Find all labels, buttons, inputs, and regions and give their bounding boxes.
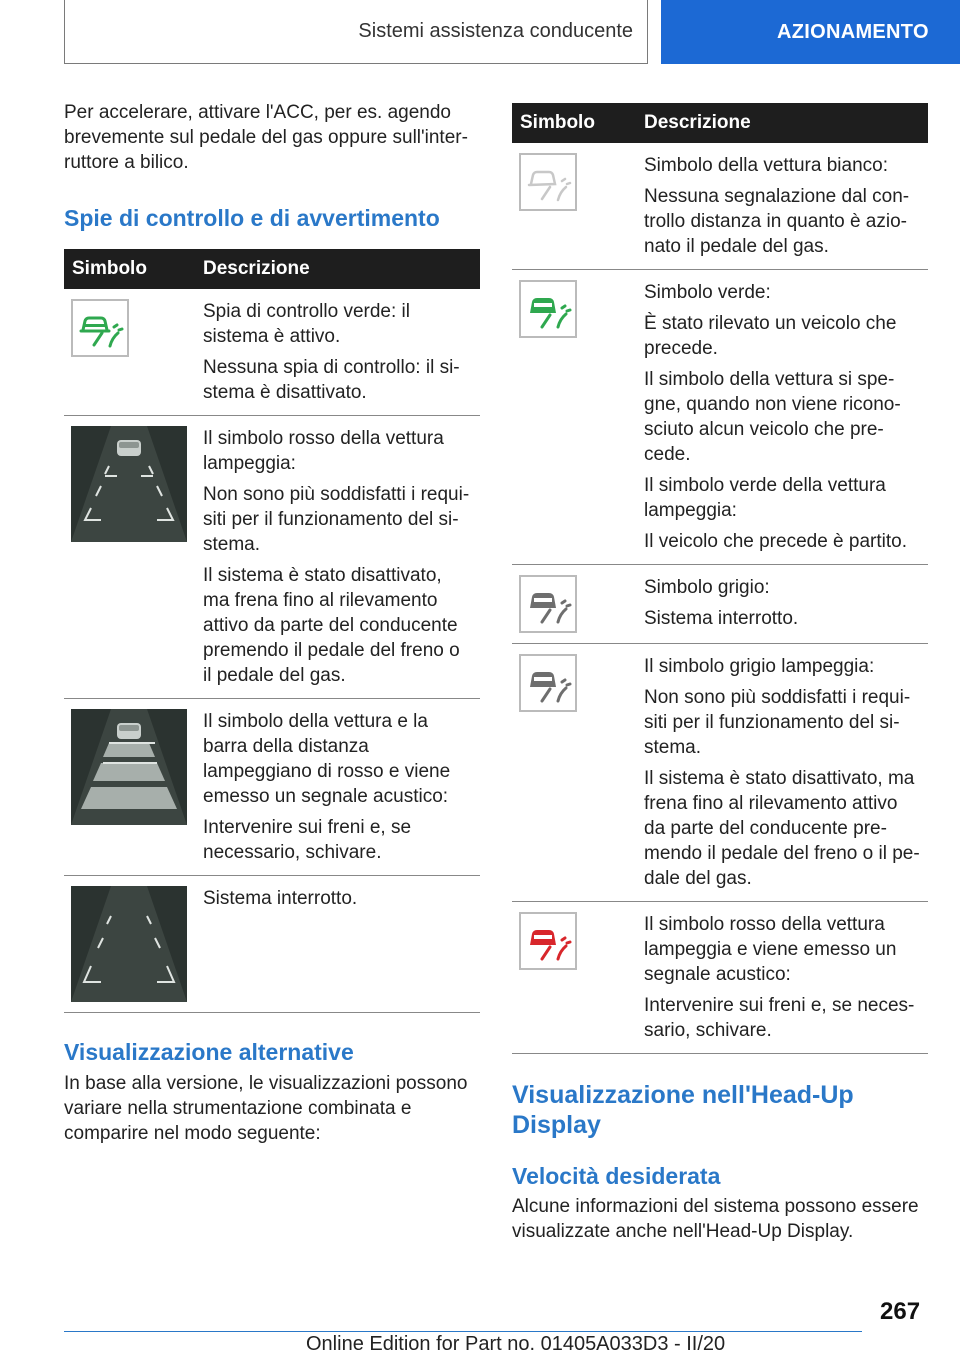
table-row xyxy=(512,270,928,565)
row-desc-line: Simbolo verde: xyxy=(644,282,771,303)
row-desc-line: Il simbolo verde della vettura lampeggia: xyxy=(644,475,886,521)
col-header-symbol: Simbolo xyxy=(512,103,636,143)
header-chapter-tab xyxy=(661,0,960,64)
table-row xyxy=(512,565,928,644)
table-row xyxy=(64,416,480,699)
row-desc-line: Simbolo della vettura bianco: xyxy=(644,155,888,176)
table-row xyxy=(512,902,928,1054)
heading-alternative-displays: Visualizzazione alternative xyxy=(64,1039,354,1065)
row-desc-line: Il simbolo della vettura e la barra della distanza lampeggiano di rosso e viene emesso un segnale acustico: xyxy=(203,711,451,807)
table-row xyxy=(512,143,928,270)
heading-desired-speed: Velocità desiderata xyxy=(512,1163,721,1189)
row-desc-line: Il veicolo che precede è partito. xyxy=(644,531,907,552)
intro-paragraph: Per accelerare, attivare l'ACC, per es. agendo brevemente sul pedale del gas oppure sull'interruttore a bilico. xyxy=(64,102,468,173)
acc-red-icon xyxy=(519,912,577,970)
row-desc-line: Nessuna spia di controllo: il sistema è disattivato. xyxy=(203,357,460,403)
footer-edition: Online Edition for Part no. 01405A033D3 - II/20 xyxy=(306,1333,726,1355)
footer-divider xyxy=(64,1331,862,1332)
hud-paragraph: Alcune informazioni del sistema possono essere visualizzate anche nell'Head-Up Display. xyxy=(512,1196,919,1242)
row-desc-line: Il sistema è stato disattivato, ma frena fino al rilevamento attivo da parte del conducente premendo il pedale del freno o il pedale del gas. xyxy=(203,565,460,686)
row-desc-line: Sistema interrotto. xyxy=(203,888,358,909)
heading-warning-lights: Spie di controllo e di avvertimento xyxy=(64,205,440,231)
acc-white-icon xyxy=(519,153,577,211)
row-desc-line: Nessuna segnalazione dal controllo distanza in quanto è azionato il pedale del gas. xyxy=(644,186,910,257)
acc-green-filled-icon xyxy=(519,280,577,338)
row-desc-line: Non sono più soddisfatti i requisiti per il funzionamento del sistema. xyxy=(644,687,911,758)
acc-grey-blink-icon xyxy=(519,654,577,712)
table-row xyxy=(64,876,480,1013)
row-desc-line: Il sistema è stato disattivato, ma frena fino al rilevamento attivo da parte del conducente premendo il pedale del freno o il pedale del gas. xyxy=(644,768,920,889)
page-number: 267 xyxy=(880,1298,921,1325)
row-desc-line: Il simbolo rosso della vettura lampeggia e viene emesso un segnale acustico: xyxy=(644,914,897,985)
header-section-box xyxy=(64,0,648,64)
row-desc-line: Il simbolo grigio lampeggia: xyxy=(644,656,875,677)
right-column xyxy=(512,103,928,1244)
row-desc-line: Simbolo grigio: xyxy=(644,577,770,598)
row-desc-line: Il simbolo rosso della vettura lampeggia: xyxy=(203,428,444,474)
table-row xyxy=(512,644,928,902)
left-column xyxy=(64,100,480,1146)
row-desc-line: Il simbolo della vettura si spegne, quando non viene riconosciuto alcun veicolo che precede. xyxy=(644,369,901,465)
header-section-title: Sistemi assistenza conducente xyxy=(358,20,633,42)
symbol-table-right xyxy=(512,103,928,1054)
col-header-symbol: Simbolo xyxy=(64,249,195,289)
row-desc-line: È stato rilevato un veicolo che precede. xyxy=(644,313,897,359)
heading-head-up-display: Visualizzazione nell'Head-Up Display xyxy=(512,1081,854,1139)
col-header-description: Descrizione xyxy=(195,249,480,289)
col-header-description: Descrizione xyxy=(636,103,928,143)
vehicle-distance-bar-scene-icon xyxy=(71,709,187,825)
vehicle-red-scene-icon xyxy=(71,426,187,542)
table-row xyxy=(64,289,480,416)
row-desc-line: Intervenire sui freni e, se necessario, schivare. xyxy=(203,817,412,863)
row-desc-line: Spia di controllo verde: il sistema è attivo. xyxy=(203,301,410,347)
header-chapter-title: AZIONAMENTO xyxy=(777,20,929,43)
row-desc-line: Intervenire sui freni e, se necessario, schivare. xyxy=(644,995,915,1041)
row-desc-line: Non sono più soddisfatti i requisiti per il funzionamento del sistema. xyxy=(203,484,470,555)
acc-green-icon xyxy=(71,299,129,357)
road-empty-scene-icon xyxy=(71,886,187,1002)
row-desc-line: Sistema interrotto. xyxy=(644,608,799,629)
table-row xyxy=(64,699,480,876)
acc-grey-icon xyxy=(519,575,577,633)
alternative-paragraph: In base alla versione, le visualizzazioni possono variare nella strumentazione combinata e comparire nel modo seguente: xyxy=(64,1073,468,1144)
symbol-table-left xyxy=(64,249,480,1013)
